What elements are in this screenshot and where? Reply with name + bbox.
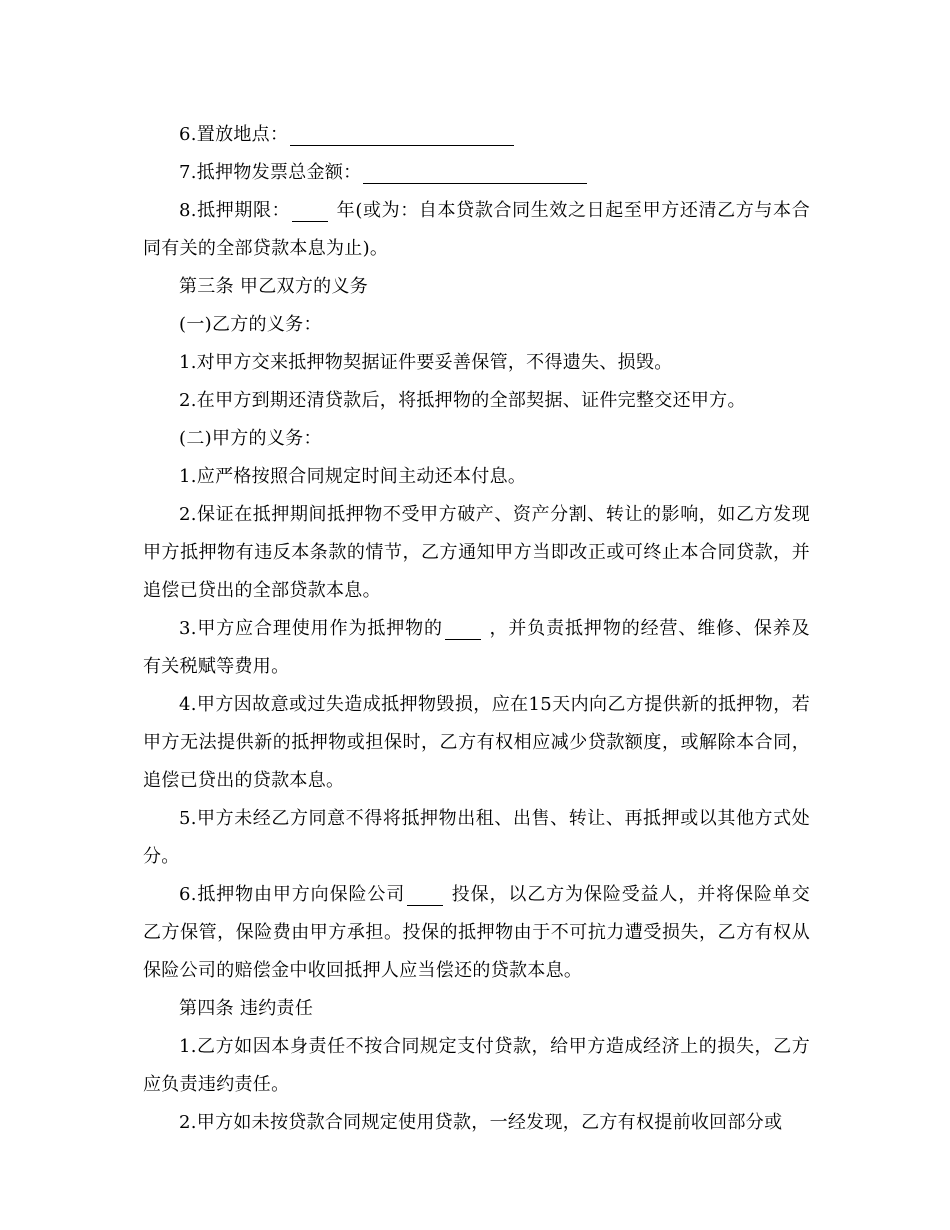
breach-clause-1: 1.乙方如因本身责任不按合同规定支付贷款，给甲方造成经济上的损失，乙方应负责违约责任。 bbox=[143, 1036, 810, 1095]
party-a-duty-3 bbox=[143, 610, 810, 686]
party-a-duties-heading: (二)甲方的义务： bbox=[179, 428, 322, 449]
location-label: 6.置放地点： bbox=[179, 124, 289, 145]
party-a-duty-6 bbox=[143, 876, 810, 990]
duty-3-text-before: 3.甲方应合理使用作为抵押物的 bbox=[179, 618, 443, 639]
party-b-duty-1: 1.对甲方交来抵押物契据证件要妥善保管，不得遗失、损毁。 bbox=[179, 352, 673, 373]
party-a-duty-5: 5.甲方未经乙方同意不得将抵押物出租、出售、转让、再抵押或以其他方式处分。 bbox=[143, 808, 810, 867]
paragraph-mortgage-term bbox=[143, 192, 810, 268]
article-4-heading: 第四条 违约责任 bbox=[179, 998, 314, 1019]
party-a-duty-2: 2.保证在抵押期间抵押物不受甲方破产、资产分割、转让的影响，如乙方发现甲方抵押物有违反本条款的情节，乙方通知甲方当即改正或可终止本合同贷款，并追偿已贷出的全部贷款本息。 bbox=[143, 504, 810, 601]
paragraph-invoice-total bbox=[143, 154, 810, 192]
location-blank bbox=[290, 123, 514, 146]
invoice-total-blank bbox=[363, 161, 587, 184]
breach-clause-2: 2.甲方如未按贷款合同规定使用贷款，一经发现，乙方有权提前收回部分或 bbox=[179, 1112, 783, 1133]
invoice-total-label: 7.抵押物发票总金额： bbox=[179, 162, 362, 183]
duty-3-text-after: ，并负责抵押物的经营、维修、保养及有关税赋等费用。 bbox=[143, 618, 810, 677]
mortgage-term-text: 年(或为：自本贷款合同生效之日起至甲方还清乙方与本合同有关的全部贷款本息为止)。 bbox=[143, 200, 810, 259]
article-3-heading: 第三条 甲乙双方的义务 bbox=[179, 276, 369, 297]
mortgage-term-blank bbox=[292, 199, 328, 222]
party-b-duty-2: 2.在甲方到期还清贷款后，将抵押物的全部契据、证件完整交还甲方。 bbox=[179, 390, 746, 411]
mortgage-term-label: 8.抵押期限： bbox=[179, 200, 291, 221]
duty-6-text-after: 投保，以乙方为保险受益人，并将保险单交乙方保管，保险费由甲方承担。投保的抵押物由于不可抗力遭受损失，乙方有权从保险公司的赔偿金中收回抵押人应当偿还的贷款本息。 bbox=[143, 884, 810, 981]
paragraph-location bbox=[143, 116, 810, 154]
party-b-duties-heading: (一)乙方的义务： bbox=[179, 314, 322, 335]
duty-6-blank bbox=[407, 883, 443, 906]
duty-3-blank bbox=[445, 617, 481, 640]
duty-6-text-before: 6.抵押物由甲方向保险公司 bbox=[179, 884, 406, 905]
party-a-duty-4: 4.甲方因故意或过失造成抵押物毁损，应在15天内向乙方提供新的抵押物，若甲方无法提供新的抵押物或担保时，乙方有权相应减少贷款额度，或解除本合同，追偿已贷出的贷款本息。 bbox=[143, 694, 810, 791]
party-a-duty-1: 1.应严格按照合同规定时间主动还本付息。 bbox=[179, 466, 527, 487]
